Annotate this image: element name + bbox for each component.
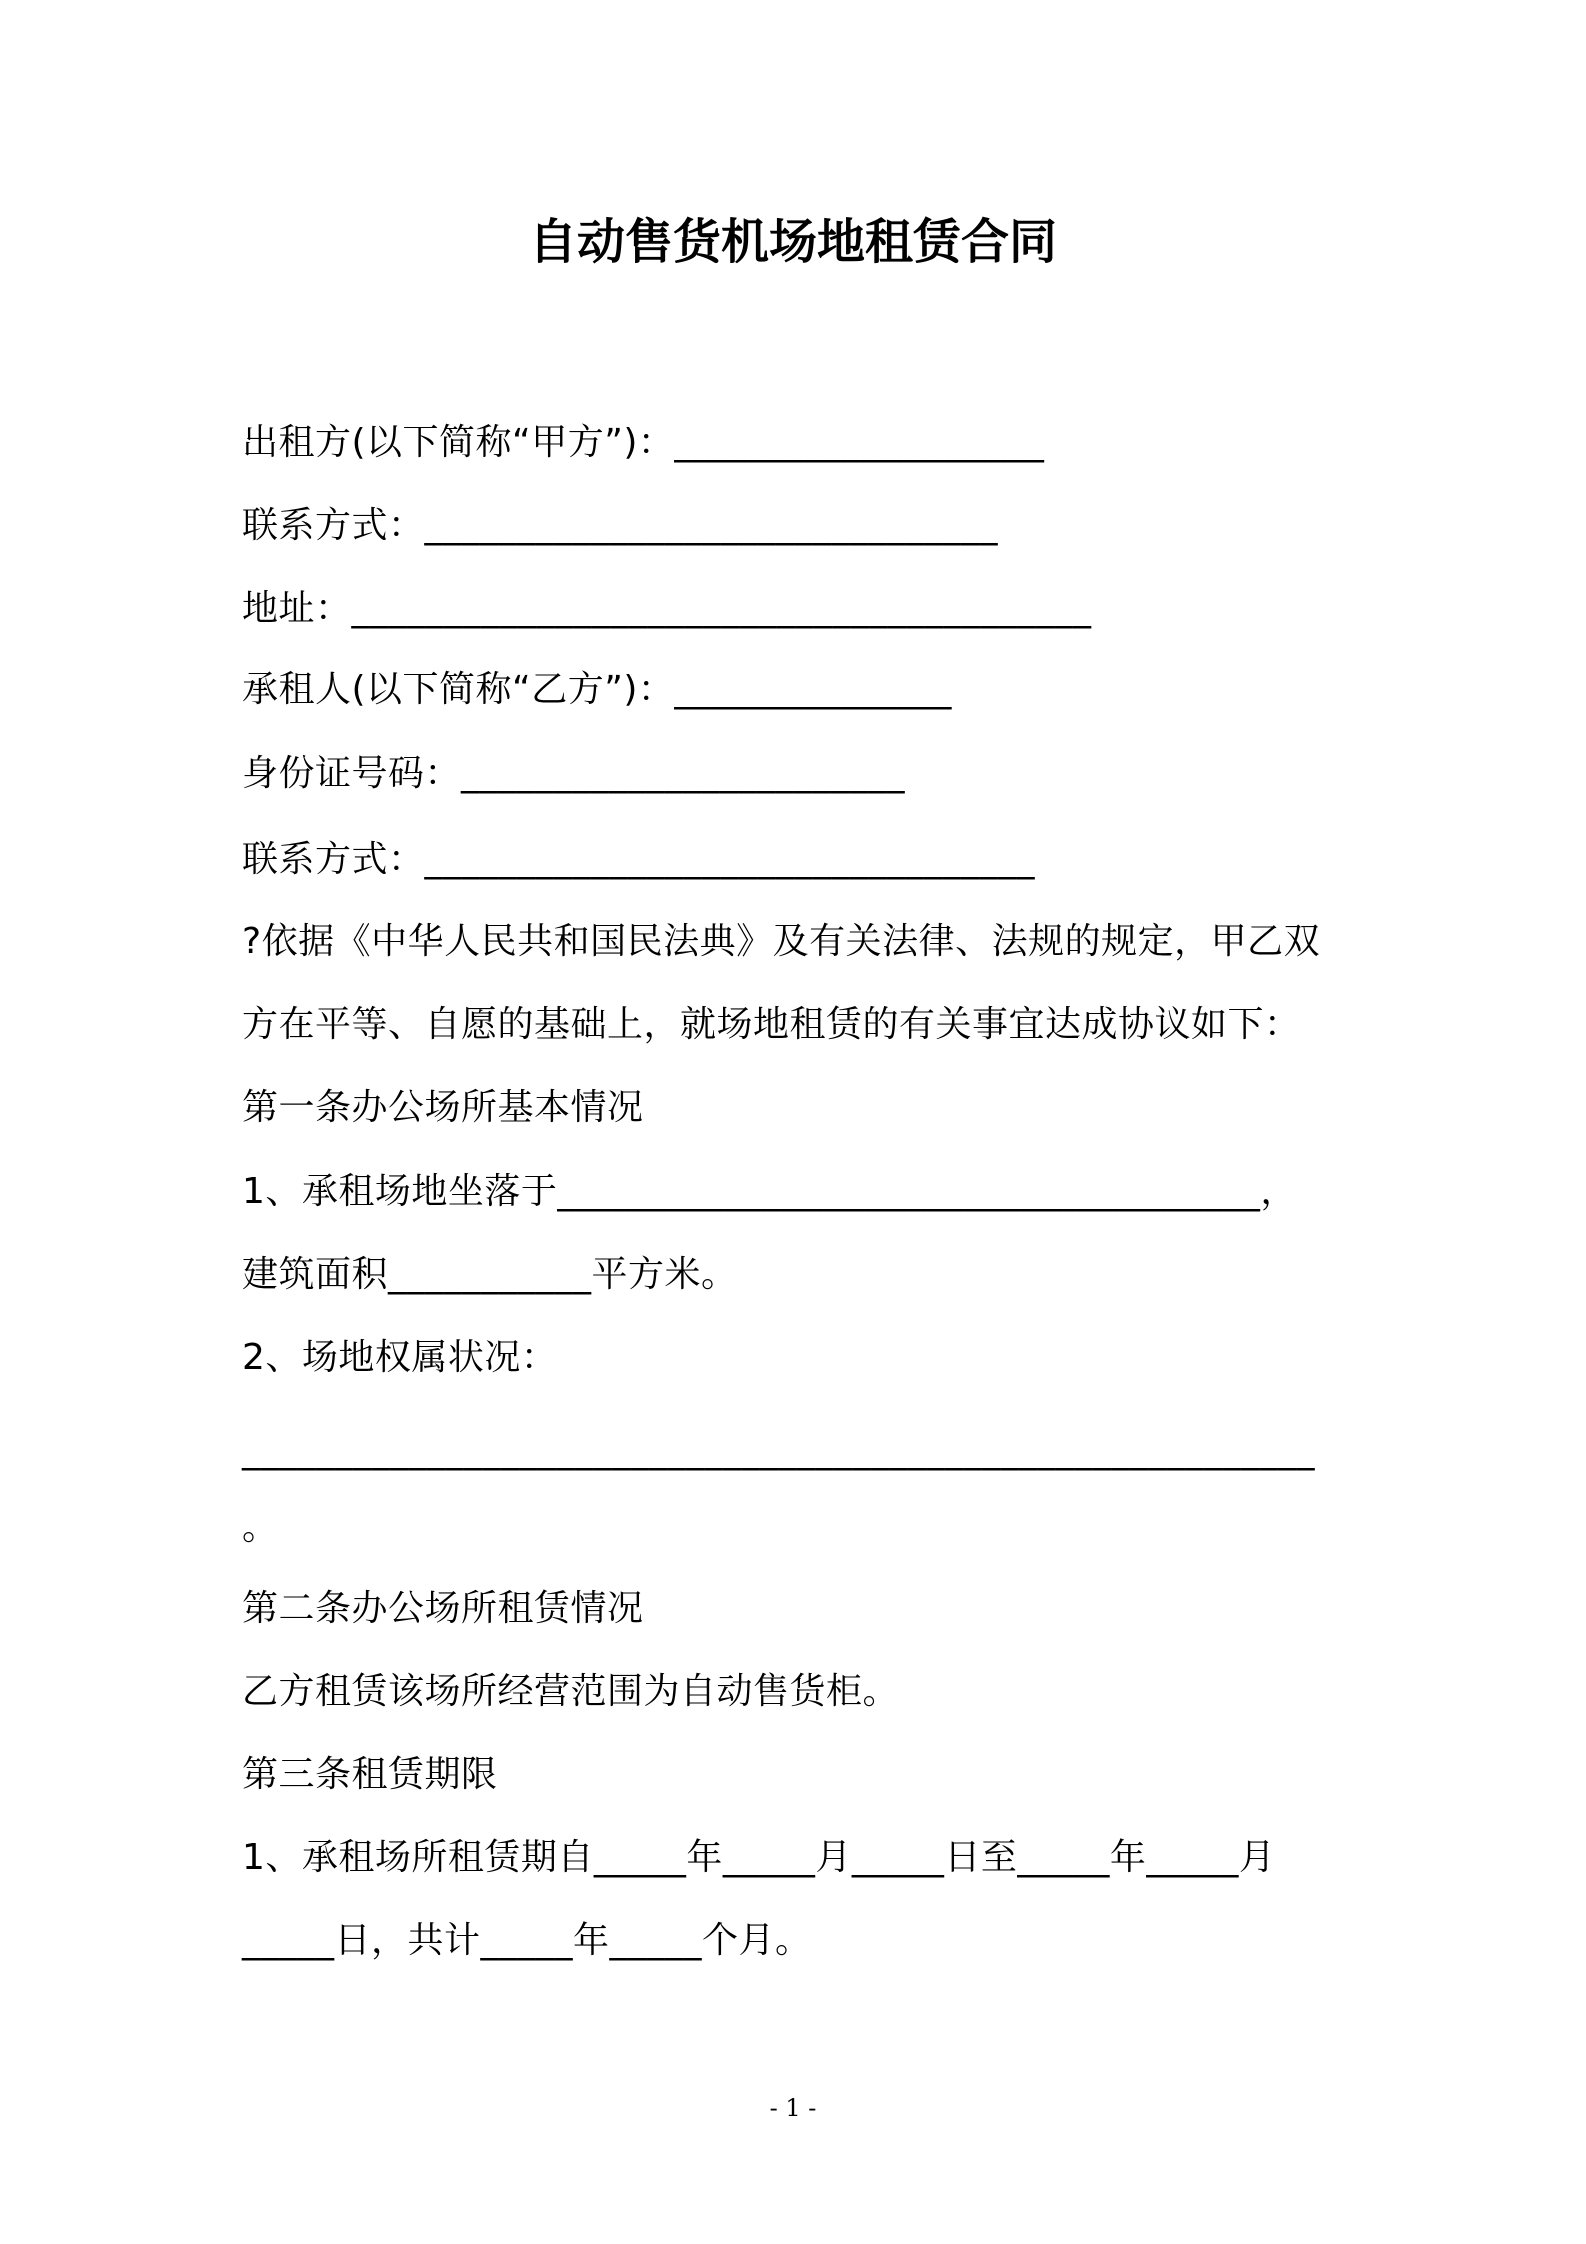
article-1-area-line: 建筑面积___________平方米。 [242, 1254, 738, 1295]
lessee-name-line: 承租人(以下简称“乙方”)：_______________ [242, 669, 952, 710]
lessor-name-line: 出租方(以下简称“甲方”)：____________________ [242, 422, 1045, 463]
lessor-address-line: 地址：________________________________________ [242, 588, 1092, 629]
ownership-end-mark: 。 [242, 1507, 279, 1548]
article-3-item-1: 1、承租场所租赁期自_____年_____月_____日至_____年_____月 [242, 1837, 1276, 1878]
preamble-line-1: ?依据《中华人民共和国民法典》及有关法律、法规的规定，甲乙双 [242, 921, 1321, 962]
article-1-heading: 第一条办公场所基本情况 [242, 1087, 644, 1128]
article-3-heading: 第三条租赁期限 [242, 1754, 498, 1795]
article-2-heading: 第二条办公场所租赁情况 [242, 1588, 644, 1629]
article-1-item-1: 1、承租场地坐落于______________________________________， [242, 1171, 1297, 1212]
lessee-id-line: 身份证号码：________________________ [242, 753, 906, 794]
document-title: 自动售货机场地租赁合同 [528, 214, 1057, 270]
preamble-line-2: 方在平等、自愿的基础上，就场地租赁的有关事宜达成协议如下： [242, 1004, 1301, 1045]
lessee-contact-line: 联系方式：_________________________________ [242, 839, 1036, 880]
ownership-blank-line: __________________________________________________________ [242, 1430, 1315, 1471]
article-1-item-2: 2、场地权属状况： [242, 1337, 558, 1378]
page-number: - 1 - [769, 2094, 817, 2122]
lessor-contact-line: 联系方式：_______________________________ [242, 505, 999, 546]
article-3-item-1-cont: _____日，共计_____年_____个月。 [242, 1920, 812, 1961]
article-2-content: 乙方租赁该场所经营范围为自动售货柜。 [242, 1671, 900, 1712]
